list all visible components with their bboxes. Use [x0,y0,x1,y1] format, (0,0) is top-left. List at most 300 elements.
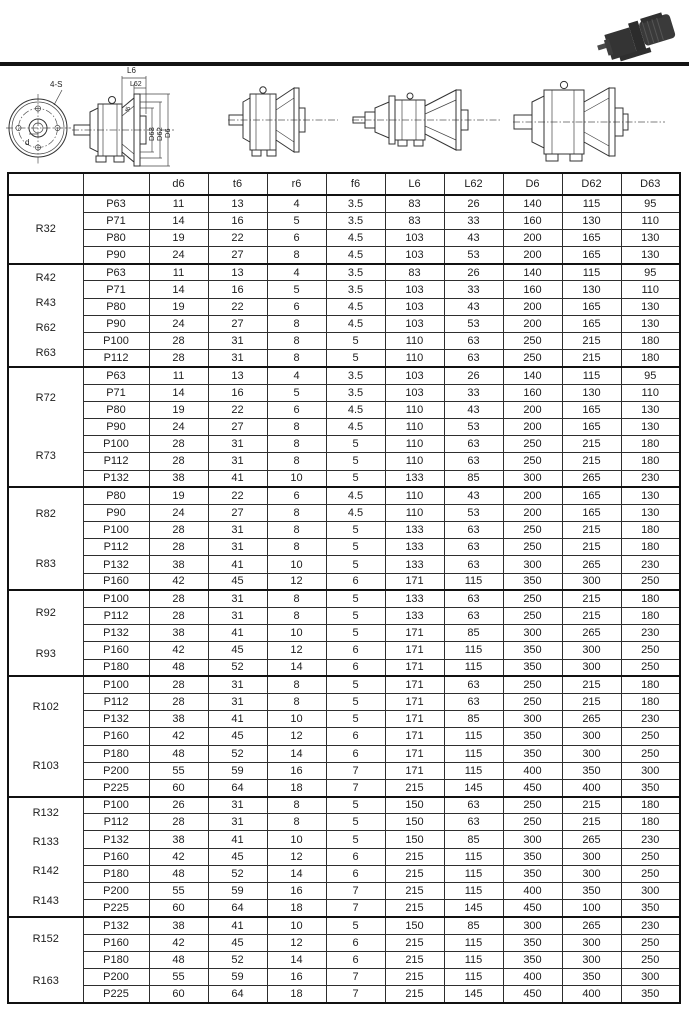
value-cell: 63 [444,333,503,350]
motor-size-cell: P160 [83,642,149,659]
value-cell: 5 [326,831,385,848]
side-view-dimensioned-drawing [72,64,182,172]
value-cell: 85 [444,831,503,848]
value-cell: 28 [149,590,208,607]
value-cell: 4.5 [326,418,385,435]
value-cell: 300 [562,848,621,865]
value-cell: 38 [149,831,208,848]
motor-size-cell: P180 [83,865,149,882]
value-cell: 63 [444,350,503,367]
value-cell: 4.5 [326,315,385,332]
value-cell: 8 [267,590,326,607]
series-label: R132 [32,806,59,819]
value-cell: 250 [503,814,562,831]
value-cell: 165 [562,401,621,418]
value-cell: 28 [149,539,208,556]
value-cell: 300 [562,573,621,590]
dim-label-d63: D63 [147,127,156,141]
value-cell: 350 [621,779,680,796]
value-cell: 160 [503,384,562,401]
motor-size-cell: P100 [83,436,149,453]
value-cell: 41 [208,556,267,573]
value-cell: 6 [326,865,385,882]
value-cell: 12 [267,934,326,951]
value-cell: 300 [621,762,680,779]
value-cell: 19 [149,298,208,315]
value-cell: 11 [149,195,208,212]
motor-size-cell: P160 [83,934,149,951]
motor-size-cell: P100 [83,333,149,350]
value-cell: 41 [208,711,267,728]
value-cell: 83 [385,264,444,281]
table-row [8,986,680,1003]
value-cell: 18 [267,900,326,917]
value-cell: 52 [208,951,267,968]
value-cell: 8 [267,418,326,435]
motor-size-cell: P63 [83,264,149,281]
value-cell: 38 [149,711,208,728]
value-cell: 24 [149,315,208,332]
series-group-cell [8,367,83,487]
value-cell: 133 [385,556,444,573]
value-cell: 63 [444,797,503,814]
value-cell: 250 [503,453,562,470]
value-cell: 160 [503,281,562,298]
value-cell: 4.5 [326,247,385,264]
value-cell: 133 [385,539,444,556]
value-cell: 5 [326,470,385,487]
model-header-cell [83,173,149,195]
value-cell: 265 [562,917,621,934]
table-row [8,333,680,350]
table-row [8,934,680,951]
motor-size-cell: P180 [83,745,149,762]
value-cell: 16 [208,384,267,401]
value-cell: 4.5 [326,298,385,315]
value-cell: 10 [267,831,326,848]
value-cell: 215 [562,453,621,470]
series-group-cell [8,676,83,796]
value-cell: 5 [326,693,385,710]
value-cell: 6 [326,728,385,745]
value-cell: 24 [149,418,208,435]
value-cell: 180 [621,590,680,607]
value-cell: 18 [267,986,326,1003]
value-cell: 55 [149,968,208,985]
value-cell: 5 [326,797,385,814]
value-cell: 22 [208,298,267,315]
value-cell: 165 [562,487,621,504]
motor-size-cell: P160 [83,728,149,745]
motor-size-cell: P63 [83,195,149,212]
value-cell: 8 [267,522,326,539]
series-label: R73 [35,450,56,463]
value-cell: 160 [503,212,562,229]
value-cell: 350 [503,728,562,745]
motor-size-cell: P225 [83,779,149,796]
value-cell: 250 [503,797,562,814]
series-label: R133 [32,836,59,849]
table-row [8,384,680,401]
table-row [8,762,680,779]
value-cell: 18 [267,779,326,796]
value-cell: 150 [385,814,444,831]
value-cell: 14 [267,951,326,968]
series-group-cell [8,590,83,676]
table-row [8,779,680,796]
value-cell: 130 [621,504,680,521]
value-cell: 6 [326,934,385,951]
value-cell: 4.5 [326,401,385,418]
value-cell: 63 [444,436,503,453]
value-cell: 171 [385,711,444,728]
table-row [8,951,680,968]
table-row [8,917,680,934]
value-cell: 215 [385,986,444,1003]
value-cell: 115 [562,195,621,212]
dim-label-l6: L6 [127,66,136,75]
value-cell: 64 [208,900,267,917]
value-cell: 14 [267,865,326,882]
value-cell: 110 [385,418,444,435]
motor-size-cell: P200 [83,762,149,779]
value-cell: 38 [149,556,208,573]
value-cell: 63 [444,814,503,831]
value-cell: 230 [621,711,680,728]
value-cell: 3.5 [326,384,385,401]
value-cell: 45 [208,934,267,951]
value-cell: 85 [444,711,503,728]
value-cell: 250 [621,659,680,676]
value-cell: 55 [149,762,208,779]
value-cell: 41 [208,917,267,934]
value-cell: 103 [385,281,444,298]
value-cell: 4 [267,264,326,281]
value-cell: 150 [385,917,444,934]
value-cell: 130 [562,281,621,298]
value-cell: 83 [385,195,444,212]
value-cell: 215 [562,539,621,556]
value-cell: 215 [385,951,444,968]
value-cell: 450 [503,986,562,1003]
value-cell: 48 [149,659,208,676]
value-cell: 63 [444,676,503,693]
value-cell: 8 [267,539,326,556]
value-cell: 48 [149,951,208,968]
table-row [8,229,680,246]
value-cell: 200 [503,487,562,504]
value-cell: 215 [562,797,621,814]
value-cell: 63 [444,693,503,710]
value-cell: 28 [149,333,208,350]
value-cell: 100 [562,900,621,917]
value-cell: 31 [208,608,267,625]
value-cell: 230 [621,470,680,487]
value-cell: 250 [621,745,680,762]
value-cell: 10 [267,917,326,934]
table-row [8,693,680,710]
value-cell: 85 [444,470,503,487]
motor-size-cell: P132 [83,625,149,642]
dim-label-f6: f6 [125,106,133,113]
value-cell: 230 [621,625,680,642]
value-cell: 42 [149,934,208,951]
value-cell: 180 [621,453,680,470]
value-cell: 5 [326,590,385,607]
value-cell: 6 [267,229,326,246]
motor-size-cell: P100 [83,676,149,693]
motor-size-cell: P112 [83,350,149,367]
value-cell: 8 [267,315,326,332]
value-cell: 250 [503,676,562,693]
value-cell: 200 [503,418,562,435]
gear-motor-silhouette [594,10,678,63]
side-view-drawing-2 [228,68,340,168]
flange-front-view-drawing [5,64,73,170]
value-cell: 59 [208,883,267,900]
value-cell: 200 [503,247,562,264]
value-cell: 5 [267,212,326,229]
value-cell: 300 [503,917,562,934]
table-row [8,401,680,418]
value-cell: 200 [503,504,562,521]
motor-size-cell: P80 [83,298,149,315]
value-cell: 8 [267,453,326,470]
table-row [8,745,680,762]
value-cell: 27 [208,247,267,264]
value-cell: 110 [385,453,444,470]
value-cell: 400 [503,968,562,985]
value-cell: 24 [149,504,208,521]
value-cell: 26 [444,367,503,384]
value-cell: 5 [326,522,385,539]
value-cell: 115 [444,573,503,590]
column-header-D62: D62 [562,173,621,195]
value-cell: 19 [149,401,208,418]
value-cell: 171 [385,762,444,779]
table-row [8,590,680,607]
value-cell: 63 [444,590,503,607]
value-cell: 230 [621,917,680,934]
value-cell: 52 [208,865,267,882]
value-cell: 27 [208,315,267,332]
value-cell: 22 [208,229,267,246]
value-cell: 42 [149,728,208,745]
value-cell: 350 [503,934,562,951]
value-cell: 7 [326,986,385,1003]
value-cell: 7 [326,968,385,985]
motor-size-cell: P132 [83,470,149,487]
value-cell: 103 [385,367,444,384]
value-cell: 265 [562,556,621,573]
table-row [8,350,680,367]
value-cell: 165 [562,504,621,521]
value-cell: 5 [267,384,326,401]
table-row [8,195,680,212]
value-cell: 130 [621,401,680,418]
column-header-f6: f6 [326,173,385,195]
value-cell: 6 [267,487,326,504]
value-cell: 150 [385,831,444,848]
value-cell: 165 [562,418,621,435]
motor-size-cell: P200 [83,968,149,985]
value-cell: 103 [385,298,444,315]
value-cell: 171 [385,642,444,659]
motor-size-cell: P80 [83,401,149,418]
value-cell: 300 [503,556,562,573]
value-cell: 5 [326,711,385,728]
value-cell: 13 [208,195,267,212]
value-cell: 350 [503,848,562,865]
value-cell: 31 [208,350,267,367]
value-cell: 180 [621,436,680,453]
value-cell: 33 [444,212,503,229]
value-cell: 53 [444,247,503,264]
value-cell: 110 [385,401,444,418]
value-cell: 133 [385,470,444,487]
motor-size-cell: P71 [83,384,149,401]
value-cell: 31 [208,590,267,607]
value-cell: 165 [562,247,621,264]
value-cell: 53 [444,418,503,435]
value-cell: 300 [562,745,621,762]
value-cell: 4 [267,195,326,212]
motor-size-cell: P112 [83,608,149,625]
value-cell: 110 [621,384,680,401]
value-cell: 27 [208,504,267,521]
value-cell: 38 [149,917,208,934]
value-cell: 16 [208,281,267,298]
gear-motor-photo [594,5,686,63]
value-cell: 110 [621,281,680,298]
value-cell: 14 [149,384,208,401]
value-cell: 110 [385,436,444,453]
value-cell: 13 [208,264,267,281]
value-cell: 215 [562,814,621,831]
value-cell: 115 [444,934,503,951]
value-cell: 26 [149,797,208,814]
value-cell: 133 [385,522,444,539]
value-cell: 8 [267,814,326,831]
dimension-table-head [8,173,680,195]
value-cell: 33 [444,384,503,401]
value-cell: 41 [208,831,267,848]
value-cell: 115 [444,659,503,676]
value-cell: 63 [444,556,503,573]
value-cell: 115 [444,642,503,659]
motor-size-cell: P90 [83,504,149,521]
value-cell: 300 [562,659,621,676]
motor-size-cell: P90 [83,247,149,264]
value-cell: 45 [208,642,267,659]
value-cell: 215 [385,865,444,882]
motor-size-cell: P132 [83,917,149,934]
value-cell: 180 [621,539,680,556]
value-cell: 6 [326,951,385,968]
series-label: R152 [32,933,59,946]
value-cell: 115 [444,865,503,882]
value-cell: 130 [621,418,680,435]
value-cell: 140 [503,264,562,281]
value-cell: 48 [149,745,208,762]
series-label: R102 [32,701,59,714]
series-label: R103 [32,759,59,772]
value-cell: 3.5 [326,281,385,298]
value-cell: 5 [326,608,385,625]
value-cell: 7 [326,883,385,900]
value-cell: 8 [267,247,326,264]
dim-label-d62: D62 [155,127,164,141]
value-cell: 300 [621,968,680,985]
value-cell: 300 [562,728,621,745]
value-cell: 130 [621,229,680,246]
series-label: R72 [35,391,56,404]
value-cell: 265 [562,711,621,728]
value-cell: 115 [562,367,621,384]
column-header-d6: d6 [149,173,208,195]
motor-size-cell: P112 [83,453,149,470]
value-cell: 31 [208,436,267,453]
table-row [8,539,680,556]
value-cell: 250 [621,642,680,659]
value-cell: 115 [444,968,503,985]
series-group-cell [8,487,83,590]
value-cell: 4.5 [326,504,385,521]
value-cell: 180 [621,676,680,693]
value-cell: 250 [503,590,562,607]
value-cell: 26 [444,195,503,212]
value-cell: 63 [444,522,503,539]
value-cell: 31 [208,333,267,350]
value-cell: 63 [444,539,503,556]
value-cell: 16 [267,883,326,900]
value-cell: 180 [621,814,680,831]
value-cell: 215 [385,900,444,917]
value-cell: 400 [503,883,562,900]
value-cell: 300 [562,865,621,882]
value-cell: 300 [503,625,562,642]
value-cell: 19 [149,229,208,246]
value-cell: 215 [385,848,444,865]
value-cell: 48 [149,865,208,882]
value-cell: 180 [621,522,680,539]
value-cell: 6 [326,659,385,676]
value-cell: 95 [621,264,680,281]
value-cell: 110 [385,333,444,350]
value-cell: 28 [149,693,208,710]
value-cell: 130 [621,487,680,504]
value-cell: 200 [503,401,562,418]
value-cell: 133 [385,590,444,607]
value-cell: 14 [267,745,326,762]
value-cell: 53 [444,504,503,521]
value-cell: 300 [503,711,562,728]
value-cell: 19 [149,487,208,504]
value-cell: 115 [444,762,503,779]
value-cell: 26 [444,264,503,281]
value-cell: 400 [562,779,621,796]
table-row [8,418,680,435]
value-cell: 145 [444,900,503,917]
value-cell: 115 [444,951,503,968]
value-cell: 265 [562,625,621,642]
value-cell: 171 [385,745,444,762]
value-cell: 10 [267,711,326,728]
value-cell: 215 [562,676,621,693]
value-cell: 85 [444,625,503,642]
motor-size-cell: P180 [83,951,149,968]
value-cell: 115 [444,883,503,900]
